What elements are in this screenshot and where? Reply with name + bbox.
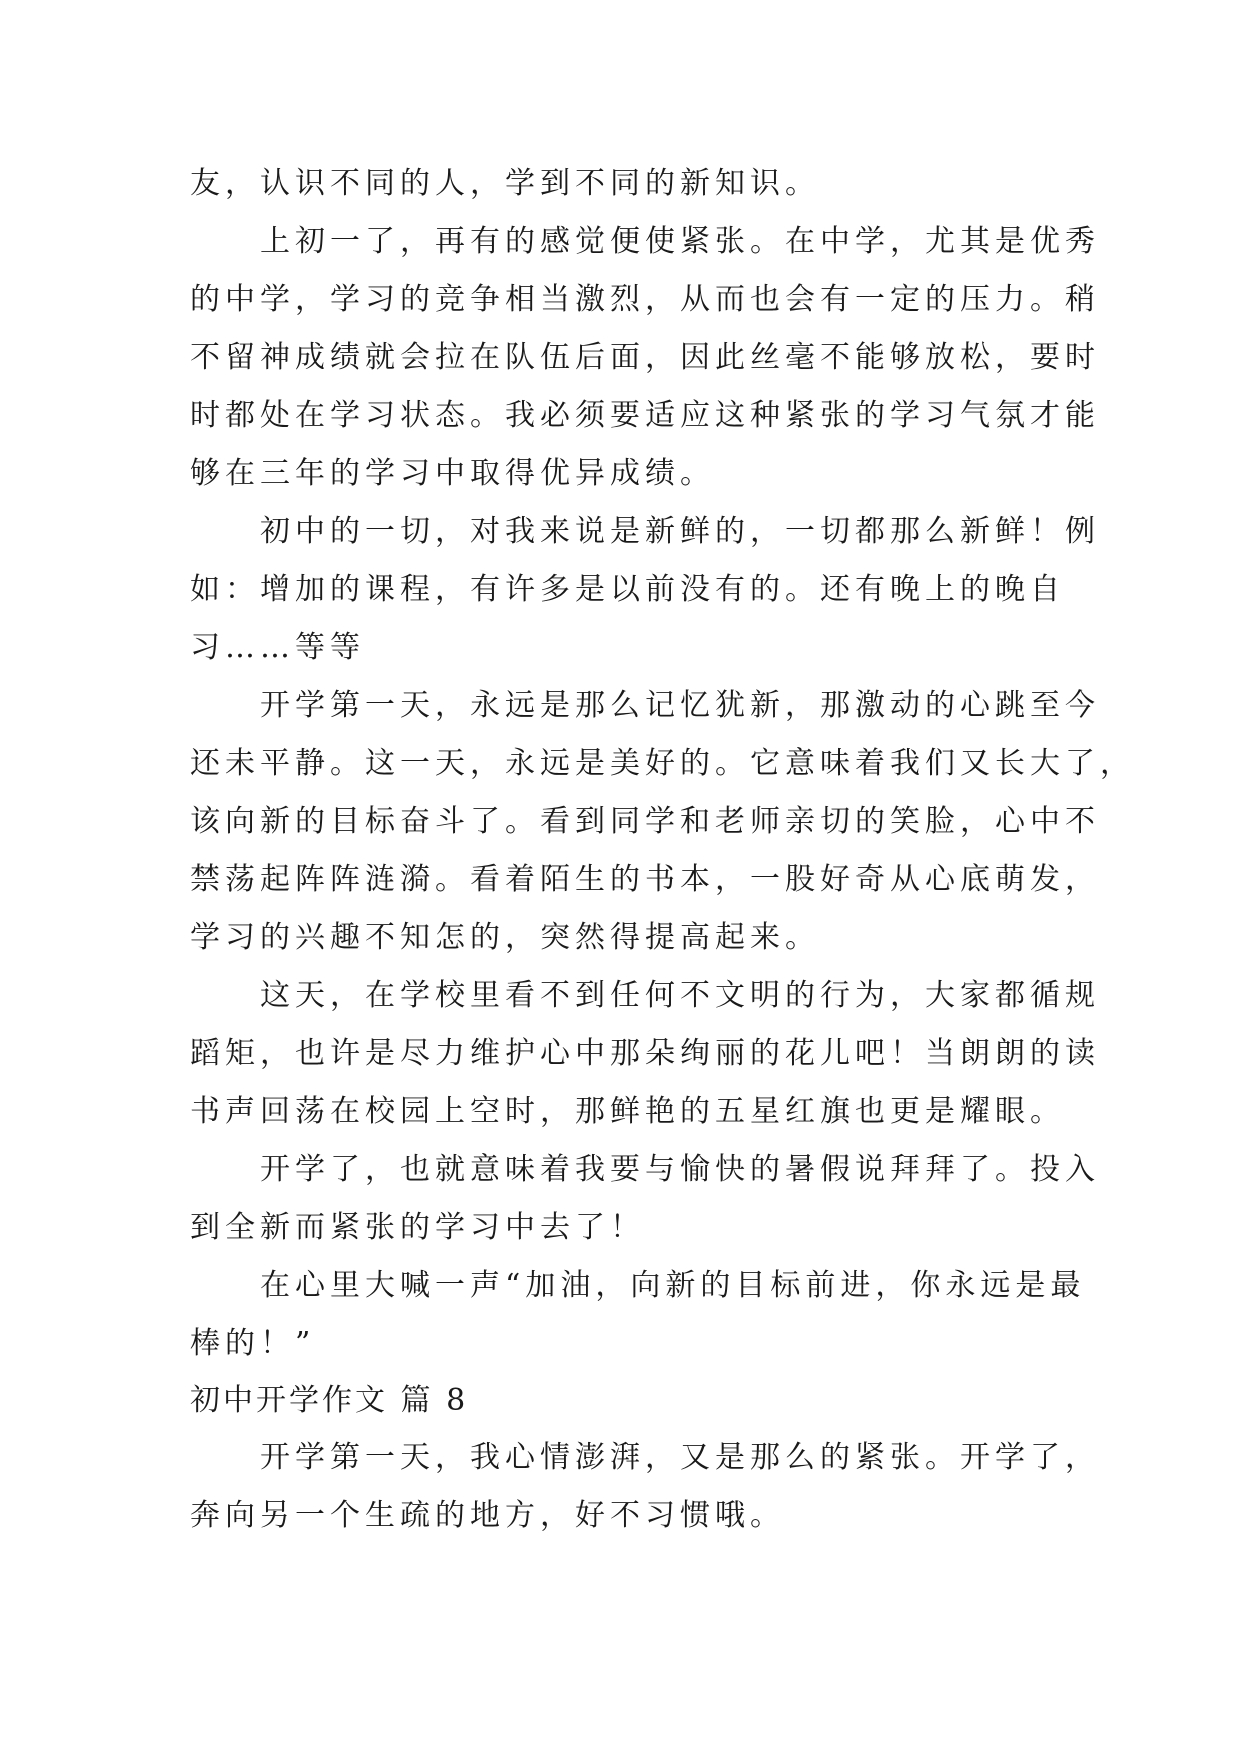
text-line: 时都处在学习状态。我必须要适应这种紧张的学习气氛才能	[190, 398, 1100, 433]
text-line: 蹈矩，也许是尽力维护心中那朵绚丽的花儿吧！当朗朗的读	[190, 1036, 1100, 1071]
text-line: 习……等等	[190, 630, 365, 665]
text-line: 还未平静。这一天，永远是美好的。它意味着我们又长大了，	[190, 746, 1135, 781]
text-line: 该向新的目标奋斗了。看到同学和老师亲切的笑脸，心中不	[190, 804, 1100, 839]
text-line: 够在三年的学习中取得优异成绩。	[190, 456, 715, 491]
section-title: 初中开学作文 篇 8	[190, 1383, 469, 1418]
text-line: 棒的！”	[190, 1326, 316, 1361]
text-line: 开学了，也就意味着我要与愉快的暑假说拜拜了。投入	[190, 1152, 1100, 1187]
text-line: 友，认识不同的人，学到不同的新知识。	[190, 166, 820, 201]
text-line: 书声回荡在校园上空时，那鲜艳的五星红旗也更是耀眼。	[190, 1094, 1065, 1129]
text-column	[190, 155, 1135, 1545]
text-line: 奔向另一个生疏的地方，好不习惯哦。	[190, 1498, 785, 1533]
text-line: 如：增加的课程，有许多是以前没有的。还有晚上的晚自	[190, 572, 1065, 607]
text-line: 开学第一天，我心情澎湃，又是那么的紧张。开学了，	[190, 1440, 1100, 1475]
text-line: 禁荡起阵阵涟漪。看着陌生的书本，一股好奇从心底萌发，	[190, 862, 1100, 897]
text-line: 上初一了，再有的感觉便使紧张。在中学，尤其是优秀	[190, 224, 1100, 259]
text-line: 不留神成绩就会拉在队伍后面，因此丝毫不能够放松，要时	[190, 340, 1100, 375]
text-line: 这天，在学校里看不到任何不文明的行为，大家都循规	[190, 978, 1100, 1013]
text-line: 学习的兴趣不知怎的，突然得提高起来。	[190, 920, 820, 955]
text-line: 初中的一切，对我来说是新鲜的，一切都那么新鲜！例	[190, 514, 1100, 549]
text-line: 开学第一天，永远是那么记忆犹新，那激动的心跳至今	[190, 688, 1100, 723]
text-line: 在心里大喊一声“加油，向新的目标前进，你永远是最	[190, 1268, 1086, 1303]
text-line: 的中学，学习的竞争相当激烈，从而也会有一定的压力。稍	[190, 282, 1100, 317]
text-line: 到全新而紧张的学习中去了！	[190, 1210, 645, 1245]
